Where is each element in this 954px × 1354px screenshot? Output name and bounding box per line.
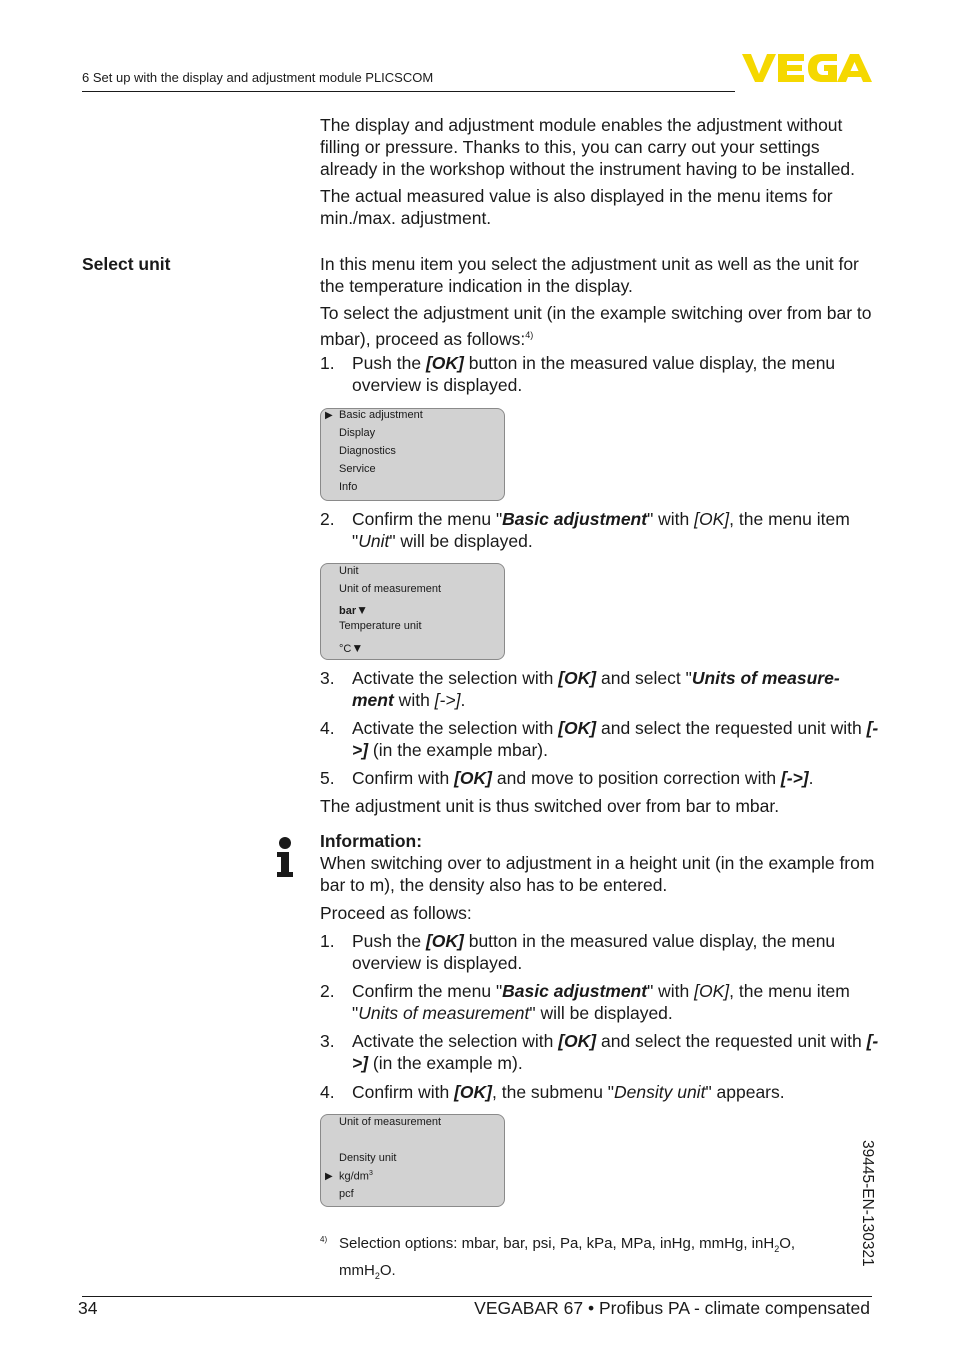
header-rule <box>82 91 735 92</box>
list-item: 3. Activate the selection with [OK] and select the requested unit with [->] (in the example m). <box>320 1031 879 1073</box>
menu-title: Unit <box>339 565 359 577</box>
product-name: VEGABAR 67 • Profibus PA - climate compensated <box>474 1298 870 1318</box>
triangle-down-icon: ▼ <box>351 641 364 655</box>
pointer-arrow-icon: ▶ <box>325 410 333 421</box>
menu-item: Service <box>339 463 376 475</box>
list-item: 5. Confirm with [OK] and move to position correction with [->]. <box>320 768 814 788</box>
footnote: 4) Selection options: mbar, bar, psi, Pa, kPa, MPa, inHg, mmHg, inH$_2$O, mmH$_2$O. <box>320 1235 796 1281</box>
info-text: When switching over to adjustment in a height unit (in the example from bar to m), the density also has to be entered. <box>320 853 875 895</box>
vega-logo <box>742 52 872 84</box>
document-number: 39445-EN-130321 <box>859 1140 876 1267</box>
menu-label: Unit of measurement <box>339 583 442 595</box>
menu-label: Density unit <box>339 1152 397 1164</box>
menu-item: Display <box>339 427 376 439</box>
page-number: 34 <box>78 1298 98 1318</box>
pointer-arrow-icon: ▶ <box>325 1171 333 1182</box>
info-icon <box>274 836 296 878</box>
list-item: 2. Confirm the menu "Basic adjustment" with [OK], the menu item "Units of measurement" will be displayed. <box>320 981 850 1023</box>
display-menu-density <box>320 1114 505 1207</box>
list-item: 2. Confirm the menu "Basic adjustment" with [OK], the menu item "Unit" will be displayed. <box>320 509 850 551</box>
conclusion-paragraph: The adjustment unit is thus switched over from bar to mbar. <box>320 796 780 816</box>
display-menu-main <box>320 408 505 501</box>
proceed-text: Proceed as follows: <box>320 903 472 923</box>
select-unit-paragraph-1: In this menu item you select the adjustment unit as well as the unit for the temperature indication in the display. <box>320 254 859 296</box>
running-header: 6 Set up with the display and adjustment module PLICSCOM <box>82 70 434 85</box>
menu-value: $kg/dm^3$ <box>339 1170 373 1183</box>
menu-item: Diagnostics <box>339 445 396 457</box>
menu-value: °C▼ <box>339 641 364 655</box>
info-heading: Information: <box>320 831 423 851</box>
list-item: 1. Push the [OK] button in the measured value display, the menu overview is displayed. <box>320 353 836 395</box>
footer-rule <box>82 1296 872 1297</box>
select-unit-paragraph-2: To select the adjustment unit (in the example switching over from bar to mbar), proceed as follows:$^{4)}$ <box>320 303 872 349</box>
triangle-down-icon: ▼ <box>356 603 369 617</box>
side-heading-select-unit: Select unit <box>82 254 171 274</box>
intro-paragraph-1: The display and adjustment module enables the adjustment without filling or pressure. Thanks to this, you can carry out your settings already in the workshop without the instrument having to be installed. <box>320 115 856 179</box>
intro-paragraph-2: The actual measured value is also displayed in the menu items for min./max. adjustment. <box>320 186 833 228</box>
list-item: 4. Confirm with [OK], the submenu "Density unit" appears. <box>320 1082 785 1102</box>
menu-value: bar▼ <box>339 603 369 617</box>
menu-item: Info <box>339 481 358 493</box>
menu-label: Unit of measurement <box>339 1116 442 1128</box>
menu-item: Basic adjustment <box>339 409 423 421</box>
menu-value: pcf <box>339 1188 354 1200</box>
display-menu-unit <box>320 563 505 660</box>
list-item: 1. Push the [OK] button in the measured value display, the menu overview is displayed. <box>320 931 836 973</box>
list-item: 3. Activate the selection with [OK] and select "Units of measure-ment with [->]. <box>320 668 840 710</box>
menu-label: Temperature unit <box>339 620 422 632</box>
list-item: 4. Activate the selection with [OK] and select the requested unit with [->] (in the example mbar). <box>320 718 879 760</box>
